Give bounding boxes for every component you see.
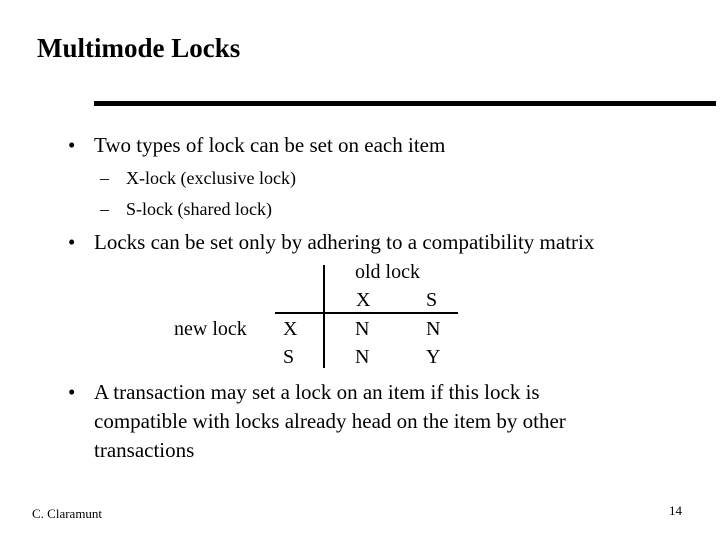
matrix-row-label: S (283, 346, 295, 368)
matrix-cell: N (355, 346, 370, 368)
sub-item (100, 199, 272, 220)
matrix-vertical-rule (323, 265, 325, 368)
matrix-row-label: X (283, 318, 298, 340)
bullet-text: Locks can be set only by adhering to a compatibility matrix (94, 230, 595, 254)
matrix-row-header: new lock (174, 318, 247, 340)
title-divider (94, 101, 716, 106)
matrix-col-label: X (356, 289, 371, 311)
sub-item-text: X-lock (exclusive lock) (126, 168, 296, 188)
matrix-cell: N (355, 318, 370, 340)
bullet-text-line: A transaction may set a lock on an item if this lock is (94, 380, 540, 404)
bullet-item (68, 230, 595, 255)
bullet-text: Two types of lock can be set on each item (94, 133, 446, 157)
bullet-text-line: compatible with locks already head on the item by other (94, 409, 566, 433)
matrix-horizontal-rule (275, 312, 458, 314)
page-number: 14 (669, 503, 682, 518)
bullet-text-line: transactions (94, 438, 195, 462)
bullet-marker: • (68, 380, 76, 404)
slide-title: Multimode Locks (37, 33, 241, 63)
sub-item-text: S-lock (shared lock) (126, 199, 272, 219)
footer-author: C. Claramunt (32, 506, 103, 521)
matrix-cell: N (426, 318, 441, 340)
matrix-cell: Y (426, 346, 441, 368)
bullet-marker: • (68, 133, 76, 157)
dash-marker: – (100, 168, 109, 188)
matrix-col-label: S (426, 289, 438, 311)
sub-item (100, 168, 296, 189)
dash-marker: – (100, 199, 109, 219)
bullet-item (68, 133, 446, 158)
bullet-marker: • (68, 230, 76, 254)
matrix-col-header: old lock (355, 261, 420, 283)
bullet-item (68, 380, 540, 405)
